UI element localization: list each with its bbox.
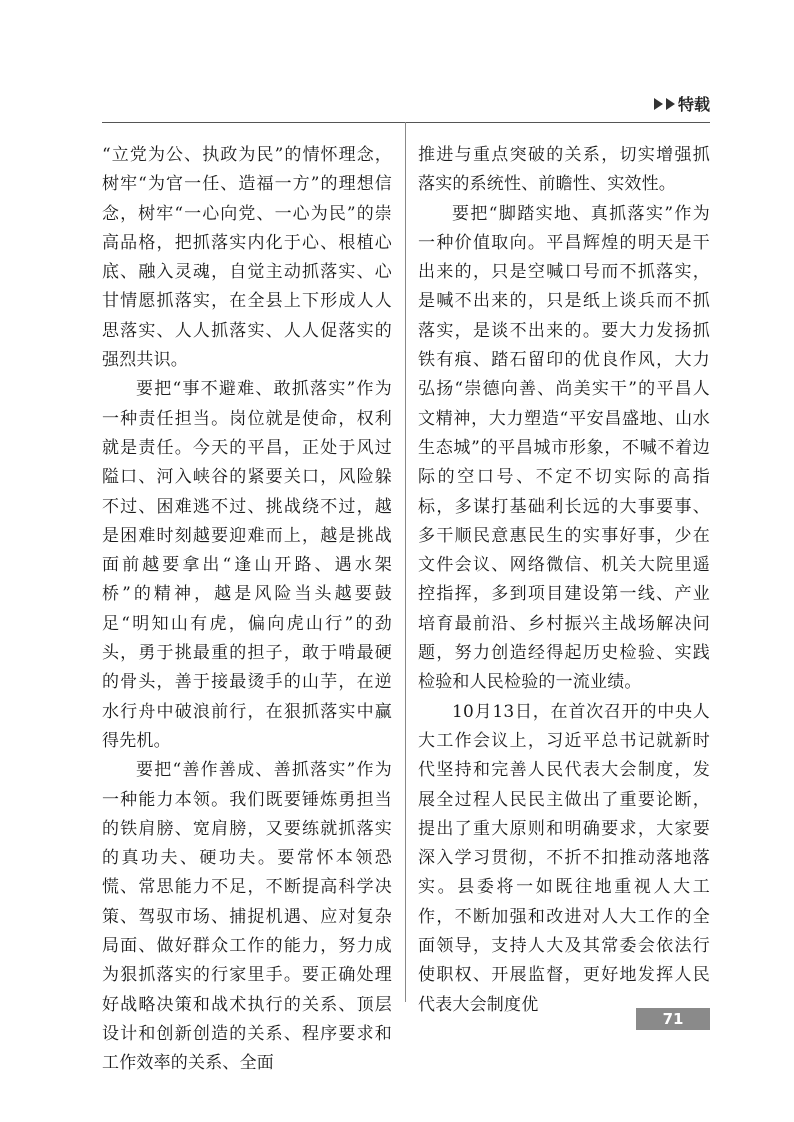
- triangle-icon: [666, 98, 675, 110]
- paragraph: 10月13日，在首次召开的中央人大工作会议上，习近平总书记就新时代坚持和完善人民代表大会制度，发展全过程人民民主做出了重要论断，提出了重大原则和明确要求，大家要深入学习贯彻，不折不扣推动落地落实。县委将一如既往地重视人大工作，不断加强和改进对人大工作的全面领导，支持人大及其常委会依法行使职权、开展监督，更好地发挥人民代表大会制度优: [418, 701, 710, 1015]
- page-number: 71: [662, 1010, 684, 1028]
- column-divider: [405, 122, 406, 1002]
- paragraph: 推进与重点突破的关系，切实增强抓落实的系统性、前瞻性、实效性。: [418, 145, 710, 195]
- paragraph: 要把“脚踏实地、真抓落实”作为一种价值取向。平昌辉煌的明天是干出来的，只是空喊口号而不抓落实，是喊不出来的，只是纸上谈兵而不抓落实，是谈不出来的。要大力发扬抓铁有痕、踏石留印的优良作风，大力弘扬“崇德向善、尚美实干”的平昌人文精神，大力塑造“平安昌盛地、山水生态城”的平昌城市形象，不喊不着边际的空口号、不定不切实际的高指标，多谋打基础利长远的大事要事、多干顺民意惠民生的实事好事，少在文件会议、网络微信、机关大院里遥控指挥，多到项目建设第一线、产业培育最前沿、乡村振兴主战场解决问题，努力创造经得起历史检验、实践检验和人民检验的一流业绩。: [418, 203, 710, 693]
- section-label: 特载: [677, 95, 710, 114]
- left-column: [102, 141, 392, 1079]
- paragraph: 要把“事不避难、敢抓落实”作为一种责任担当。岗位就是使命，权利就是责任。今天的平昌，正处于风过隘口、河入峡谷的紧要关口，风险躲不过、困难逃不过、挑战绕不过，越是困难时刻越要迎难而上，越是挑战面前越要拿出“逢山开路、遇水架桥”的精神，越是风险当头越要鼓足“明知山有虎，偏向虎山行”的劲头，勇于挑最重的担子，敢于啃最硬的骨头，善于接最烫手的山芋，在逆水行舟中破浪前行，在狠抓落实中赢得先机。: [102, 379, 392, 751]
- section-header: [654, 92, 710, 115]
- header-rule: [102, 122, 710, 123]
- triangle-icon: [654, 98, 663, 110]
- paragraph: 要把“善作善成、善抓落实”作为一种能力本领。我们既要锤炼勇担当的铁肩膀、宽肩膀，又要练就抓落实的真功夫、硬功夫。要常怀本领恐慌、常思能力不足，不断提高科学决策、驾驭市场、捕捉机遇、应对复杂局面、做好群众工作的能力，努力成为狠抓落实的行家里手。要正确处理好战略决策和战术执行的关系、顶层设计和创新创造的关系、程序要求和工作效率的关系、全面: [102, 760, 392, 1074]
- right-column: [418, 141, 710, 1020]
- paragraph: “立党为公、执政为民”的情怀理念，树牢“为官一任、造福一方”的理想信念，树牢“一心向党、一心为民”的崇高品格，把抓落实内化于心、根植心底、融入灵魂，自觉主动抓落实、心甘情愿抓落实，在全县上下形成人人思落实、人人抓落实、人人促落实的强烈共识。: [102, 145, 392, 371]
